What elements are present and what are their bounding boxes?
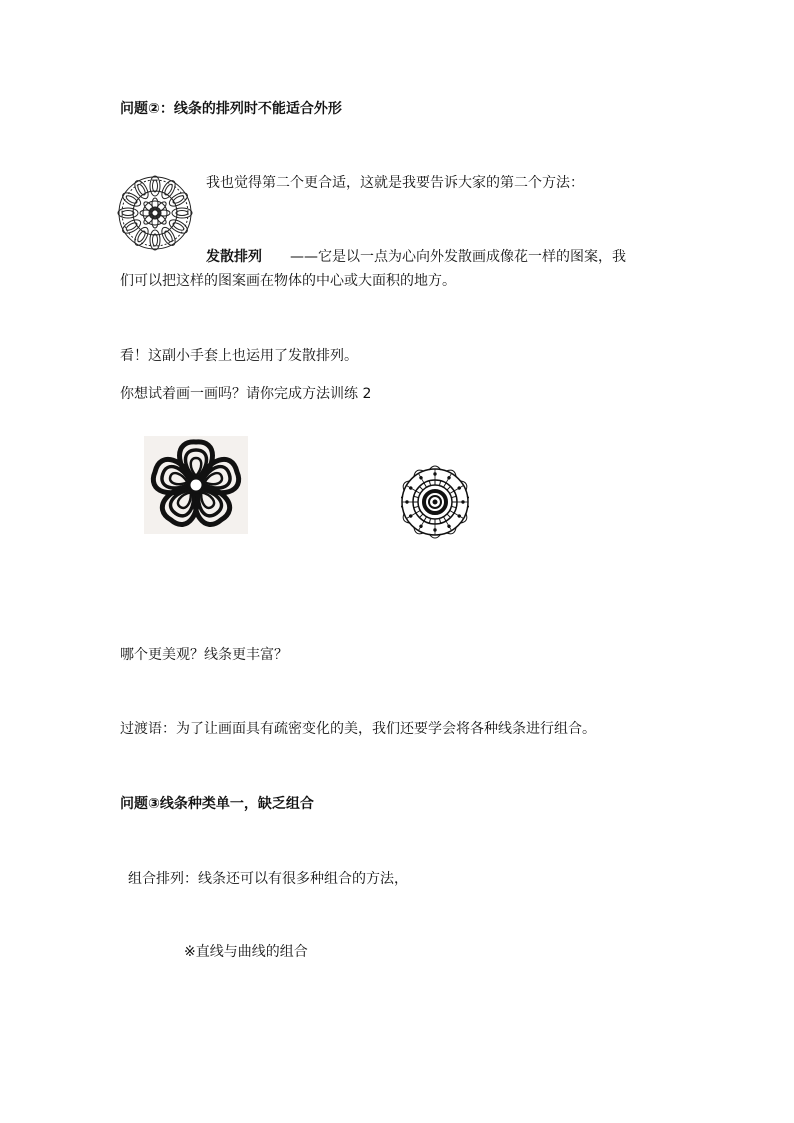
bullet-straight-curve: ※直线与曲线的组合 [184,944,308,960]
exercise-prompt: 你想试着画一画吗？请你完成方法训练 2 [120,386,372,402]
radial-description-line2: 们可以把这样的图案画在物体的中心或大面积的地方。 [120,273,456,289]
heading-question-2: 问题②：线条的排列时不能适合外形 [120,101,342,117]
intro-sentence: 我也觉得第二个更合适，这就是我要告诉大家的第二个方法： [206,175,584,191]
radial-description-line1: ——它是以一点为心向外发散画成像花一样的图案，我 [290,249,626,265]
glove-remark: 看！这副小手套上也运用了发散排列。 [120,348,358,364]
transition-sentence: 过渡语：为了让画面具有疏密变化的美，我们还要学会将各种线条进行组合。 [120,721,596,737]
radial-term: 发散排列 [206,249,262,265]
combination-arrangement: 组合排列：线条还可以有很多种组合的方法， [128,871,408,887]
heading-question-3: 问题③线条种类单一，缺乏组合 [120,796,314,812]
mandala-image-small [117,174,193,252]
flower-line-image [144,436,248,534]
mandala-image-large [401,457,469,547]
comparison-question: 哪个更美观？线条更丰富？ [120,647,288,663]
